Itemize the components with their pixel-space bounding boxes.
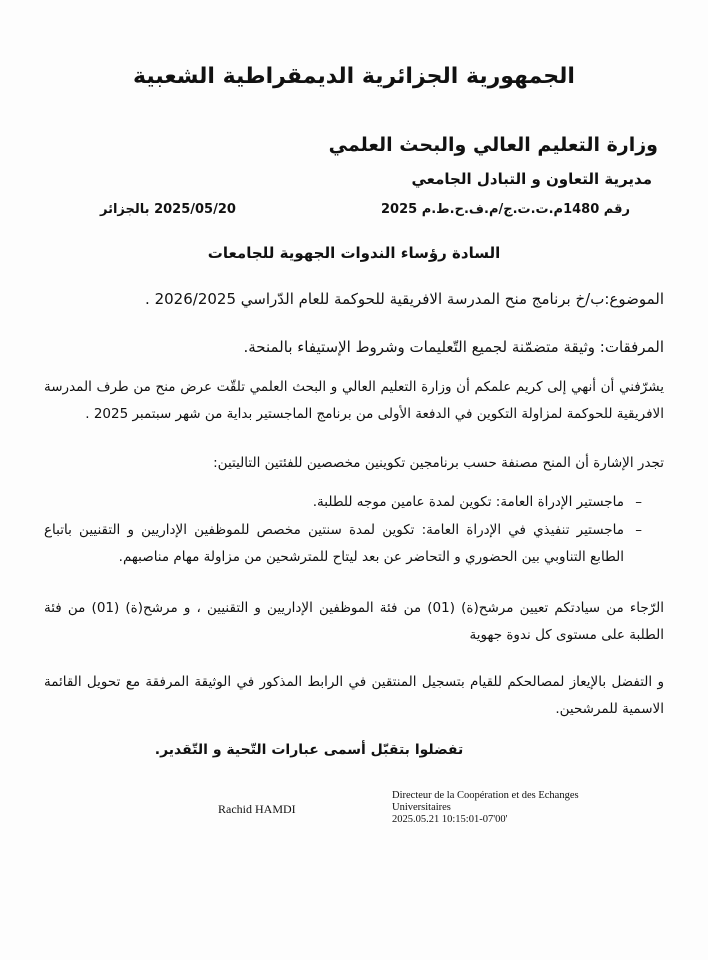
list-item: – ماجستير الإدراة العامة: تكوين لمدة عامين موجه للطلبة.: [44, 489, 642, 516]
closing-salutation: تفضلوا بتقبّل أسمى عبارات التّحية و التّقدير.: [154, 742, 464, 758]
attachments-line: المرفقات: وثيقة متضمّنة لجميع التّعليمات وشروط الإستيفاء بالمنحة.: [243, 338, 664, 356]
signatory-title-line-1: Directeur de la Coopération et des Echanges: [392, 790, 579, 801]
body-paragraph-1: يشرّفني أن أنهي إلى كريم علمكم أن وزارة التعليم العالي و البحث العلمي تلقّت عرض منح من طرف المدرسة الافريقية للحوكمة لمزاولة التكوين في الدفعة الأولى من برنامج الماجستير بداية من شهر سبتمبر 2025 .: [44, 379, 664, 422]
signature-timestamp: 2025.05.21 10:15:01-07'00': [392, 814, 508, 825]
bullet-list-1: [44, 489, 664, 516]
ministry-name: وزارة التعليم العالي والبحث العلمي: [328, 134, 658, 156]
digital-signature-block: [392, 790, 612, 826]
republic-title: الجمهورية الجزائرية الديمقراطية الشعبية: [133, 64, 575, 89]
signatory-title-line-2: Universitaires: [392, 802, 451, 813]
directorate-name: مديرية التعاون و التبادل الجامعي: [411, 170, 652, 188]
bullet-list-2: [44, 517, 664, 571]
body-paragraph-2: تجدر الإشارة أن المنح مصنفة حسب برنامجين تكوينين مخصصين للفئتين التاليتين:: [213, 455, 664, 471]
reference-line: [80, 202, 630, 224]
letter-date: 2025/05/20 بالجزائر: [100, 202, 236, 217]
signatory-name: Rachid HAMDI: [218, 802, 296, 816]
subject-line: الموضوع:ب/خ برنامج منح المدرسة الافريقية للحوكمة للعام الدّراسي 2026/2025 .: [145, 290, 664, 308]
body-paragraph-3: الرّجاء من سيادتكم تعيين مرشح(ة) (01) من فئة الموظفين الإداريين و التقنيين ، و مرشح(ة) (01) من فئة الطلبة على مستوى كل ندوة جهوية: [44, 600, 664, 643]
addressee: السادة رؤساء الندوات الجهوية للجامعات: [207, 244, 501, 262]
body-paragraph-4: و التفضل بالإيعاز لمصالحكم للقيام بتسجيل المنتقين في الرابط المذكور في الوثيقة المرفقة مع تحويل القائمة الاسمية للمرشحين.: [44, 674, 664, 717]
list-item: – ماجستير تنفيذي في الإدراة العامة: تكوين لمدة سنتين مخصص للموظفين الإداريين و التقنيين باتباع الطابع التناوبي بين الحضوري و التحاضر عن بعد ليتاح للمترشحين من مزاولة مهام مناصبهم.: [44, 517, 642, 571]
reference-number: رقم 1480م.ت.ت.ج/م.ف.ح.ط.م 2025: [381, 202, 630, 217]
